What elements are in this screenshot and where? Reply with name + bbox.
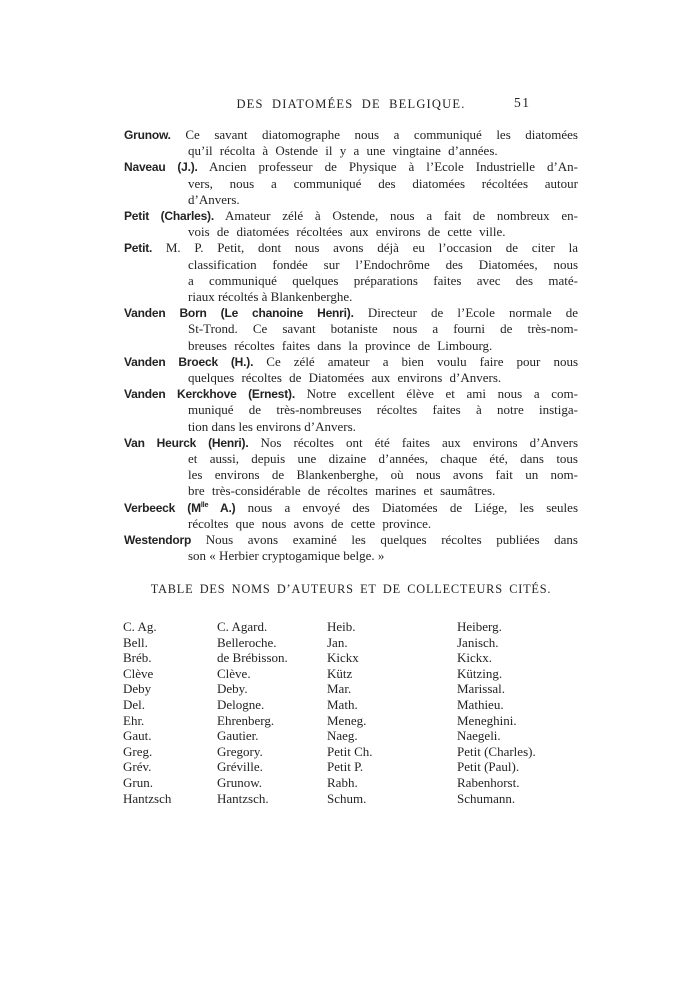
entry-line: quelques récoltes de Diatomées aux environs d’Anvers.: [188, 370, 502, 386]
table-cell: Meneg.: [327, 712, 367, 728]
table-cell: Gaut.: [123, 728, 152, 744]
table-cell: Janisch.: [457, 634, 499, 650]
entry-line: Grunow. Ce savant diatomographe nous a communiqué les diatomées: [124, 127, 578, 142]
table-cell: Rabh.: [327, 774, 358, 790]
table-cell: Marissal.: [457, 681, 506, 697]
table-cell: Grunow.: [217, 774, 263, 790]
table-cell: Deby: [123, 681, 152, 697]
page-number: 51: [514, 95, 531, 110]
authors-table-heading: TABLE DES NOMS D’AUTEURS ET DE COLLECTEURS CITÉS.: [150, 582, 552, 596]
entry: [124, 159, 578, 208]
table-cell: Bell.: [123, 634, 148, 650]
entry-line: Petit. M. P. Petit, dont nous avons déjà eu l’occasion de citer la: [124, 240, 578, 256]
table-cell: Gréville.: [217, 759, 263, 775]
entry: [124, 127, 578, 159]
table-cell: Kickx: [327, 650, 359, 666]
table-cell: Rabenhorst.: [457, 774, 520, 790]
entry-line: vers, nous a communiqué des diatomées récoltées autour: [188, 175, 578, 191]
table-cell: Ehrenberg.: [217, 712, 275, 728]
entry-name: Vanden Kerckhove (Ernest).: [124, 387, 295, 402]
entry-line: St-Trond. Ce savant botaniste nous a fourni de très-nom-: [188, 321, 578, 337]
table-cell: Hantzsch.: [217, 790, 269, 806]
table-cell: Petit Ch.: [327, 743, 373, 759]
table-cell: Hantzsch: [123, 790, 172, 806]
table-cell: Petit (Paul).: [457, 759, 520, 775]
entry-line: Van Heurck (Henri). Nos récoltes ont été faites aux environs d’Anvers: [124, 434, 578, 450]
entry-line: tion dans les environs d’Anvers.: [188, 418, 356, 434]
entry: [124, 354, 578, 386]
entry-line: son « Herbier cryptogamique belge. »: [188, 548, 385, 564]
table-cell: de Brébisson.: [217, 650, 288, 666]
entry-line: muniqué de très-nombreuses récoltes faites à notre instiga-: [188, 402, 578, 418]
entry-line: d’Anvers.: [188, 191, 240, 207]
entries-list: [124, 127, 578, 564]
running-head: DES DIATOMÉES DE BELGIQUE.: [236, 97, 466, 111]
table-cell: Schum.: [327, 790, 367, 806]
entry-name: Naveau (J.).: [124, 160, 198, 175]
entry: [124, 305, 578, 354]
table-cell: Kützing.: [457, 665, 503, 681]
entry-line: Vanden Born (Le chanoine Henri). Directeur de l’Ecole normale de: [124, 305, 578, 321]
entry-line: Verbeeck ($M^{lle}$ A.) nous a envoyé des Diatomées de Liége, les seules: [124, 499, 579, 515]
table-cell: Ehr.: [123, 712, 145, 728]
table-cell: Heiberg.: [457, 619, 502, 634]
table-cell: Greg.: [123, 743, 153, 759]
entry: [124, 386, 578, 435]
entry-line: Vanden Broeck (H.). Ce zélé amateur a bien voulu faire pour nous: [124, 353, 579, 369]
authors-table: [123, 619, 578, 806]
entry-line: vois de diatomées récoltées aux environs de cette ville.: [188, 224, 506, 240]
table-cell: Schumann.: [457, 790, 516, 806]
entry-line: qu’il récolta à Ostende il y a une vingtaine d’années.: [188, 143, 498, 159]
table-cell: Petit (Charles).: [457, 743, 536, 759]
table-cell: Naeg.: [327, 728, 358, 744]
entry-name: Westendorp: [124, 533, 192, 548]
table-cell: Heib.: [327, 619, 356, 634]
table-cell: Clève.: [217, 665, 251, 681]
entry-line: breuses récoltes faites dans la province de Limbourg.: [188, 337, 493, 353]
table-cell: Belleroche.: [217, 634, 277, 650]
table-cell: Kickx.: [457, 650, 493, 666]
table-cell: C. Agard.: [217, 619, 268, 634]
entry: [124, 208, 578, 240]
entry: [124, 240, 578, 305]
table-cell: Naegeli.: [457, 728, 501, 744]
table-cell: Math.: [327, 696, 358, 712]
entry-name: Grunow.: [124, 128, 171, 142]
entry-name: Van Heurck (Henri).: [124, 435, 249, 450]
entry-line: les environs de Blankenberghe, où nous avons fait un nom-: [188, 467, 578, 483]
table-cell: Clève: [123, 665, 154, 681]
entry-name: Vanden Born (Le chanoine Henri).: [124, 306, 354, 321]
table-cell: Gautier.: [217, 728, 259, 744]
entry-name: Petit (Charles).: [124, 209, 214, 224]
entry-line: Westendorp Nous avons examiné les quelques récoltes publiées dans: [124, 532, 578, 548]
entry-line: classification fondée sur l’Endochrôme des Diatomées, nous: [188, 256, 578, 272]
entry: [124, 532, 578, 564]
table-cell: Grun.: [123, 774, 153, 790]
entry-line: Petit (Charles). Amateur zélé à Ostende, nous a fait de nombreux en-: [124, 208, 578, 224]
table-cell: Jan.: [327, 634, 348, 650]
table-cell: Deby.: [217, 681, 248, 697]
table-cell: Petit P.: [327, 759, 364, 775]
table-cell: Meneghini.: [457, 712, 517, 728]
table-cell: Mar.: [327, 681, 352, 697]
table-cell: Mathieu.: [457, 696, 504, 712]
entry: [124, 435, 578, 500]
entry-name: Verbeeck ($M^{lle}$ A.): [124, 499, 236, 515]
entry-line: bre très-considérable de récoltes marines et saumâtres.: [188, 483, 496, 499]
entry-name: Vanden Broeck (H.).: [124, 354, 254, 369]
entry-line: récoltes que nous avons de cette province.: [188, 515, 432, 531]
table-cell: C. Ag.: [123, 619, 157, 634]
table-cell: Del.: [123, 696, 146, 712]
table-cell: Gregory.: [217, 743, 263, 759]
table-cell: Delogne.: [217, 696, 265, 712]
entry: [124, 500, 578, 532]
entry-line: riaux récoltés à Blankenberghe.: [188, 289, 353, 305]
entry-line: Vanden Kerckhove (Ernest). Notre excellent élève et ami nous a com-: [124, 386, 578, 402]
table-cell: Kütz: [327, 665, 353, 681]
table-cell: Grév.: [123, 759, 152, 775]
entry-line: a communiqué quelques préparations faites avec des maté-: [188, 272, 578, 288]
entry-line: Naveau (J.). Ancien professeur de Physique à l’Ecole Industrielle d’An-: [124, 159, 579, 175]
entry-line: et aussi, depuis une dizaine d’années, chaque été, dans tous: [188, 451, 578, 467]
entry-name: Petit.: [124, 241, 153, 256]
table-cell: Bréb.: [123, 650, 152, 666]
